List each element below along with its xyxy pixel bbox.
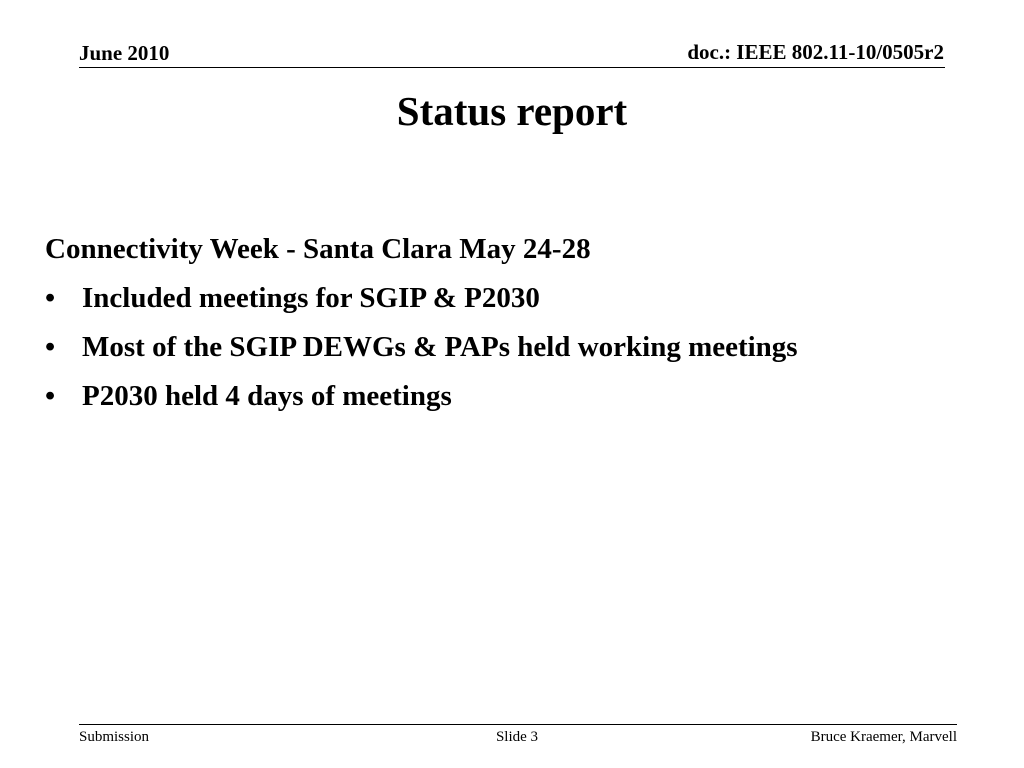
- header-date: June 2010: [79, 41, 170, 65]
- bullet-text: Most of the SGIP DEWGs & PAPs held working meetings: [82, 331, 798, 363]
- bullet-icon: •: [45, 331, 56, 363]
- slide-heading: Connectivity Week - Santa Clara May 24-28: [45, 233, 591, 265]
- footer-divider: [79, 724, 957, 725]
- header-doc-id: doc.: IEEE 802.11-10/0505r2: [687, 40, 944, 64]
- footer-submission: Submission: [79, 729, 150, 745]
- footer-slide-number: Slide 3: [495, 729, 539, 745]
- bullet-text: Included meetings for SGIP & P2030: [82, 282, 540, 314]
- bullet-text: P2030 held 4 days of meetings: [82, 380, 452, 412]
- bullet-icon: •: [45, 282, 56, 314]
- slide-title: Status report: [396, 88, 628, 134]
- footer-author: Bruce Kraemer, Marvell: [810, 729, 957, 745]
- bullet-icon: •: [45, 380, 56, 412]
- header-divider: [79, 67, 945, 68]
